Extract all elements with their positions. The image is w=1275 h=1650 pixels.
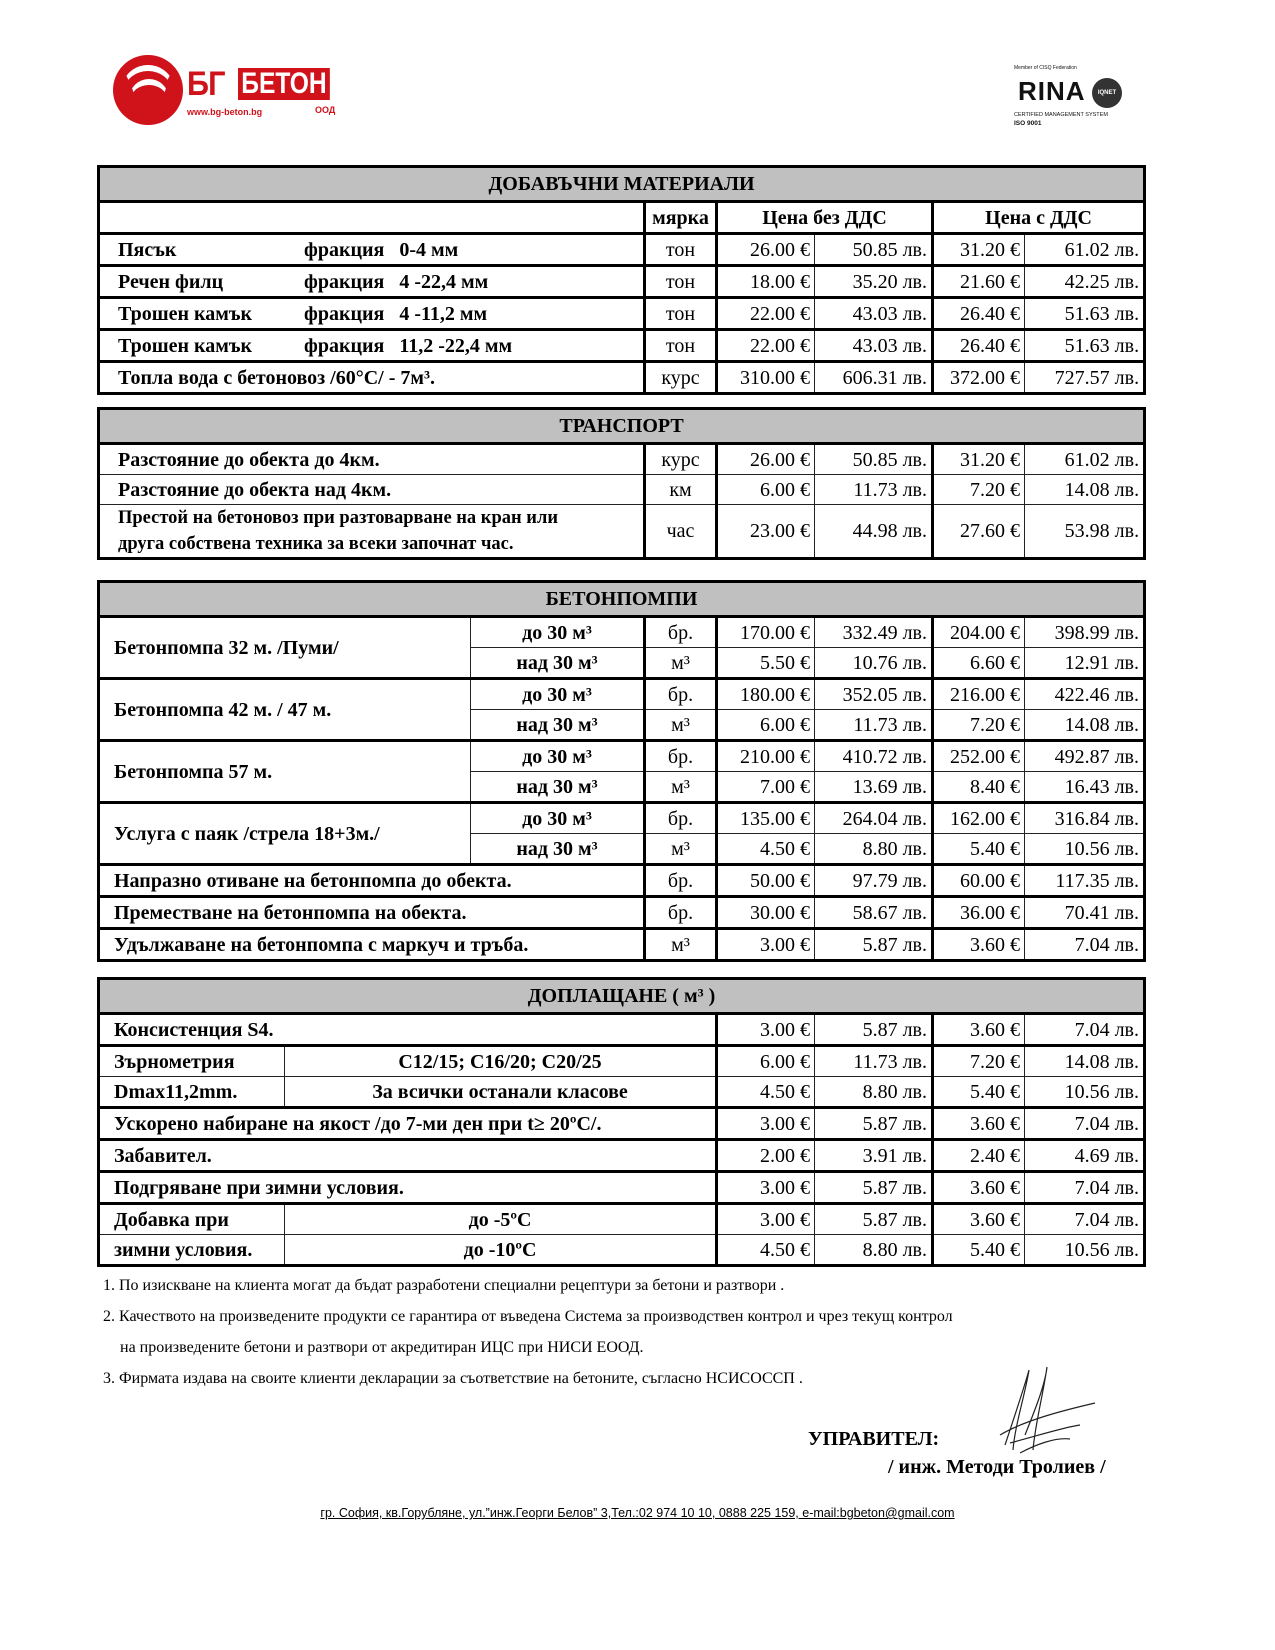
- material-fraction: фракция 11,2 -22,4 мм: [304, 334, 513, 357]
- price-eur: 3.00 €: [717, 1204, 815, 1235]
- item-unit: час: [645, 505, 717, 559]
- price-eur-vat: 5.40 €: [933, 1077, 1025, 1108]
- price-eur-vat: 8.40 €: [933, 772, 1025, 803]
- materials-rows: [99, 234, 1145, 394]
- footer-contact: гр. София, кв.Горубляне, ул.”инж.Георги Белов” 3,Тел.:02 974 10 10, 0888 225 159, e-mail:bgbeton@gmail.com: [320, 1506, 955, 1520]
- pump-name: Услуга с паяк /стрела 18+3м./: [99, 803, 471, 865]
- cert-standard: ISO 9001: [1014, 120, 1042, 127]
- price-eur: 135.00 €: [717, 803, 815, 834]
- item-name: Разстояние до обекта над 4км.: [99, 475, 645, 505]
- item-unit: курс: [645, 444, 717, 475]
- material-fraction: фракция 4 -22,4 мм: [304, 270, 489, 293]
- logo-circle-icon: [113, 55, 183, 125]
- item-unit: тон: [645, 234, 717, 266]
- pumps-table: [97, 580, 1146, 962]
- section-title: БЕТОНПОМПИ: [99, 582, 1145, 617]
- table-row: [99, 1046, 1145, 1077]
- price-eur: 22.00 €: [717, 298, 815, 330]
- price-eur-vat: 36.00 €: [933, 897, 1025, 929]
- section-title: ДОПЛАЩАНЕ ( м³ ): [99, 979, 1145, 1014]
- logo-url: www.bg-beton.bg: [187, 107, 263, 117]
- price-bgn: 43.03 лв.: [815, 330, 933, 362]
- table-row: [99, 897, 1145, 929]
- item-unit: м³: [645, 929, 717, 961]
- material-fraction: фракция 4 -11,2 мм: [304, 302, 488, 325]
- price-eur-vat: 31.20 €: [933, 234, 1025, 266]
- item-name: Преместване на бетонпомпа на обекта.: [99, 897, 645, 929]
- price-eur: 26.00 €: [717, 444, 815, 475]
- table-row: [99, 1108, 1145, 1140]
- note-2-cont: на произведените бетони и разтвори от акредитиран ИЦС при НИСИ ЕООД.: [120, 1339, 644, 1356]
- company-logo: [113, 55, 343, 130]
- table-row: [99, 865, 1145, 897]
- manager-name: / инж. Методи Тролиев /: [888, 1456, 1106, 1478]
- price-eur-vat: 3.60 €: [933, 1204, 1025, 1235]
- item-name: Напразно отиване на бетонпомпа до обекта.: [99, 865, 645, 897]
- table-row: [99, 234, 1145, 266]
- manager-role: УПРАВИТЕЛ:: [808, 1428, 940, 1450]
- section-title: ДОБАВЪЧНИ МАТЕРИАЛИ: [99, 167, 1145, 202]
- material-fraction: фракция 0-4 мм: [304, 238, 459, 261]
- price-bgn-vat: 10.56 лв.: [1025, 834, 1145, 865]
- price-bgn-vat: 53.98 лв.: [1025, 505, 1145, 559]
- pump-volume: до 30 м³: [471, 617, 645, 648]
- price-eur: 3.00 €: [717, 1108, 815, 1140]
- material-name: Топла вода с бетоновоз /60°C/ - 7м³.: [118, 366, 436, 389]
- price-bgn-vat: 7.04 лв.: [1025, 1204, 1145, 1235]
- cert-name: RINA: [1018, 76, 1086, 106]
- price-bgn-vat: 51.63 лв.: [1025, 298, 1145, 330]
- price-bgn-vat: 61.02 лв.: [1025, 234, 1145, 266]
- table-row: [99, 330, 1145, 362]
- price-eur-vat: 204.00 €: [933, 617, 1025, 648]
- temperature-label: до -5ºC: [285, 1204, 717, 1235]
- price-bgn: 50.85 лв.: [815, 444, 933, 475]
- price-bgn: 11.73 лв.: [815, 475, 933, 505]
- price-bgn: 11.73 лв.: [815, 710, 933, 741]
- price-bgn: 264.04 лв.: [815, 803, 933, 834]
- price-bgn: 5.87 лв.: [815, 1014, 933, 1046]
- price-eur: 22.00 €: [717, 330, 815, 362]
- pump-volume: над 30 м³: [471, 834, 645, 865]
- price-bgn: 3.91 лв.: [815, 1140, 933, 1172]
- pump-groups: [99, 617, 1145, 865]
- price-eur-vat: 27.60 €: [933, 505, 1025, 559]
- col-price-no-vat: Цена без ДДС: [717, 202, 933, 234]
- pump-volume: над 30 м³: [471, 710, 645, 741]
- price-eur: 6.00 €: [717, 1046, 815, 1077]
- price-eur: 6.00 €: [717, 710, 815, 741]
- price-eur-vat: 3.60 €: [933, 929, 1025, 961]
- section-title: ТРАНСПОРТ: [99, 409, 1145, 444]
- item-unit: м³: [645, 648, 717, 679]
- item-name: Разстояние до обекта до 4км.: [99, 444, 645, 475]
- price-bgn: 44.98 лв.: [815, 505, 933, 559]
- item-unit: км: [645, 475, 717, 505]
- materials-table: [97, 165, 1146, 395]
- price-eur: 5.50 €: [717, 648, 815, 679]
- item-name: Ускорено набиране на якост /до 7-ми ден при t≥ 20ºC/.: [99, 1108, 717, 1140]
- note-1: 1. По изискване на клиента могат да бъдат разработени специални рецептури за бетони и разтвори .: [103, 1277, 785, 1294]
- table-row: [99, 1172, 1145, 1204]
- price-eur: 30.00 €: [717, 897, 815, 929]
- item-unit: тон: [645, 298, 717, 330]
- material-name: Трошен камък: [118, 302, 253, 325]
- notes: [103, 1270, 1123, 1394]
- price-bgn: 97.79 лв.: [815, 865, 933, 897]
- pump-volume: до 30 м³: [471, 679, 645, 710]
- price-eur-vat: 6.60 €: [933, 648, 1025, 679]
- price-eur-vat: 372.00 €: [933, 362, 1025, 394]
- price-bgn-vat: 727.57 лв.: [1025, 362, 1145, 394]
- price-bgn-vat: 4.69 лв.: [1025, 1140, 1145, 1172]
- price-eur-vat: 31.20 €: [933, 444, 1025, 475]
- price-bgn-vat: 7.04 лв.: [1025, 1172, 1145, 1204]
- price-eur: 50.00 €: [717, 865, 815, 897]
- item-name: Удължаване на бетонпомпа с маркуч и тръба.: [99, 929, 645, 961]
- price-bgn: 50.85 лв.: [815, 234, 933, 266]
- price-bgn: 13.69 лв.: [815, 772, 933, 803]
- group-name-line2: зимни условия.: [99, 1235, 285, 1266]
- price-eur: 7.00 €: [717, 772, 815, 803]
- table-row: [99, 266, 1145, 298]
- price-bgn-vat: 12.91 лв.: [1025, 648, 1145, 679]
- price-bgn: 11.73 лв.: [815, 1046, 933, 1077]
- item-unit: тон: [645, 330, 717, 362]
- material-name: Пясък: [118, 238, 177, 261]
- price-eur-vat: 7.20 €: [933, 475, 1025, 505]
- table-row: [99, 803, 1145, 834]
- price-eur: 18.00 €: [717, 266, 815, 298]
- item-unit: бр.: [645, 741, 717, 772]
- price-eur: 23.00 €: [717, 505, 815, 559]
- price-eur-vat: 21.60 €: [933, 266, 1025, 298]
- price-eur: 6.00 €: [717, 475, 815, 505]
- pump-volume: над 30 м³: [471, 772, 645, 803]
- table-row: [99, 741, 1145, 772]
- pump-volume: до 30 м³: [471, 741, 645, 772]
- price-eur: 4.50 €: [717, 834, 815, 865]
- price-bgn-vat: 51.63 лв.: [1025, 330, 1145, 362]
- price-eur: 4.50 €: [717, 1235, 815, 1266]
- price-eur-vat: 3.60 €: [933, 1172, 1025, 1204]
- price-bgn: 410.72 лв.: [815, 741, 933, 772]
- item-unit: тон: [645, 266, 717, 298]
- item-name-line2: друга собствена техника за всеки започнат час.: [118, 534, 514, 554]
- table-row: [99, 1140, 1145, 1172]
- item-name: [99, 505, 645, 559]
- price-bgn: 606.31 лв.: [815, 362, 933, 394]
- price-bgn: 332.49 лв.: [815, 617, 933, 648]
- group-name-line1: Зърнометрия: [99, 1046, 285, 1077]
- price-bgn: 8.80 лв.: [815, 1235, 933, 1266]
- table-row: [99, 505, 1145, 559]
- item-name: [99, 234, 645, 266]
- table-row: [99, 679, 1145, 710]
- price-bgn: 8.80 лв.: [815, 834, 933, 865]
- table-row: [99, 362, 1145, 394]
- price-bgn-vat: 14.08 лв.: [1025, 1046, 1145, 1077]
- item-name: Забавител.: [99, 1140, 717, 1172]
- item-name: [99, 330, 645, 362]
- group-name-line2: Dmax11,2mm.: [99, 1077, 285, 1108]
- price-bgn-vat: 16.43 лв.: [1025, 772, 1145, 803]
- table-row: [99, 929, 1145, 961]
- price-eur: 26.00 €: [717, 234, 815, 266]
- pump-volume: над 30 м³: [471, 648, 645, 679]
- header-row: [99, 202, 1145, 234]
- item-unit: бр.: [645, 617, 717, 648]
- item-name: Подгряване при зимни условия.: [99, 1172, 717, 1204]
- item-unit: бр.: [645, 865, 717, 897]
- price-bgn: 5.87 лв.: [815, 1204, 933, 1235]
- item-name-line1: Престой на бетоновоз при разтоварване на кран или: [118, 508, 558, 528]
- material-name: Речен филц: [118, 270, 224, 293]
- price-eur-vat: 60.00 €: [933, 865, 1025, 897]
- price-bgn-vat: 14.08 лв.: [1025, 475, 1145, 505]
- price-eur-vat: 252.00 €: [933, 741, 1025, 772]
- col-unit: мярка: [645, 202, 717, 234]
- transport-table: [97, 407, 1146, 560]
- class-label: C12/15; C16/20; C20/25: [285, 1046, 717, 1077]
- price-bgn-vat: 10.56 лв.: [1025, 1077, 1145, 1108]
- price-eur-vat: 3.60 €: [933, 1014, 1025, 1046]
- price-eur: 3.00 €: [717, 1014, 815, 1046]
- price-bgn: 5.87 лв.: [815, 929, 933, 961]
- price-bgn-vat: 422.46 лв.: [1025, 679, 1145, 710]
- temperature-label: до -10ºC: [285, 1235, 717, 1266]
- price-eur-vat: 26.40 €: [933, 298, 1025, 330]
- certification-badge: [1010, 62, 1130, 142]
- material-name: Трошен камък: [118, 334, 253, 357]
- price-bgn: 5.87 лв.: [815, 1108, 933, 1140]
- price-eur-vat: 3.60 €: [933, 1108, 1025, 1140]
- item-unit: м³: [645, 772, 717, 803]
- pump-rows: [99, 865, 1145, 961]
- logo-brand-bg: БГ: [187, 65, 225, 103]
- surcharge-table: [97, 977, 1146, 1267]
- price-bgn-vat: 492.87 лв.: [1025, 741, 1145, 772]
- item-unit: бр.: [645, 679, 717, 710]
- price-eur: 4.50 €: [717, 1077, 815, 1108]
- price-eur: 310.00 €: [717, 362, 815, 394]
- logo-brand-beton: БЕТОН: [238, 68, 330, 100]
- item-name: [99, 362, 645, 394]
- price-eur: 3.00 €: [717, 1172, 815, 1204]
- price-eur: 180.00 €: [717, 679, 815, 710]
- note-2: 2. Качеството на произведените продукти се гарантира от въведена Система за производствен контрол и чрез текущ контрол: [103, 1308, 953, 1325]
- table-row: [99, 1204, 1145, 1235]
- price-bgn-vat: 7.04 лв.: [1025, 1108, 1145, 1140]
- price-bgn-vat: 42.25 лв.: [1025, 266, 1145, 298]
- item-unit: бр.: [645, 803, 717, 834]
- price-eur-vat: 5.40 €: [933, 1235, 1025, 1266]
- group-name-line1: Добавка при: [99, 1204, 285, 1235]
- price-eur: 210.00 €: [717, 741, 815, 772]
- note-3: 3. Фирмата издава на своите клиенти декларации за съответствие на бетоните, съгласно НСИСОССП .: [103, 1370, 803, 1387]
- price-eur-vat: 2.40 €: [933, 1140, 1025, 1172]
- price-bgn: 35.20 лв.: [815, 266, 933, 298]
- table-row: [99, 617, 1145, 648]
- price-bgn: 8.80 лв.: [815, 1077, 933, 1108]
- price-bgn: 43.03 лв.: [815, 298, 933, 330]
- price-bgn-vat: 398.99 лв.: [1025, 617, 1145, 648]
- iqnet-icon: IQNET: [1092, 78, 1122, 108]
- price-eur: 3.00 €: [717, 929, 815, 961]
- price-eur-vat: 7.20 €: [933, 710, 1025, 741]
- price-bgn-vat: 10.56 лв.: [1025, 1235, 1145, 1266]
- price-eur-vat: 162.00 €: [933, 803, 1025, 834]
- pump-name: Бетонпомпа 57 м.: [99, 741, 471, 803]
- price-bgn-vat: 7.04 лв.: [1025, 929, 1145, 961]
- logo-suffix: ООД: [315, 105, 336, 115]
- item-unit: м³: [645, 710, 717, 741]
- col-price-vat: Цена с ДДС: [933, 202, 1145, 234]
- table-row: [99, 1077, 1145, 1108]
- price-bgn-vat: 316.84 лв.: [1025, 803, 1145, 834]
- item-name: [99, 298, 645, 330]
- price-eur-vat: 26.40 €: [933, 330, 1025, 362]
- price-eur: 2.00 €: [717, 1140, 815, 1172]
- price-bgn-vat: 70.41 лв.: [1025, 897, 1145, 929]
- price-bgn-vat: 117.35 лв.: [1025, 865, 1145, 897]
- table-row: [99, 475, 1145, 505]
- price-eur-vat: 216.00 €: [933, 679, 1025, 710]
- price-bgn-vat: 7.04 лв.: [1025, 1014, 1145, 1046]
- class-label: За всички останали класове: [285, 1077, 717, 1108]
- item-unit: м³: [645, 834, 717, 865]
- item-unit: курс: [645, 362, 717, 394]
- cert-text: CERTIFIED MANAGEMENT SYSTEM: [1014, 112, 1108, 118]
- price-bgn: 5.87 лв.: [815, 1172, 933, 1204]
- surcharge-rows: [99, 1108, 1145, 1204]
- price-eur-vat: 5.40 €: [933, 834, 1025, 865]
- price-bgn: 58.67 лв.: [815, 897, 933, 929]
- table-row: [99, 1235, 1145, 1266]
- price-bgn: 352.05 лв.: [815, 679, 933, 710]
- price-bgn: 10.76 лв.: [815, 648, 933, 679]
- pump-name: Бетонпомпа 42 м. / 47 м.: [99, 679, 471, 741]
- price-bgn-vat: 14.08 лв.: [1025, 710, 1145, 741]
- price-eur-vat: 7.20 €: [933, 1046, 1025, 1077]
- table-row: [99, 1014, 1145, 1046]
- pump-name: Бетонпомпа 32 м. /Пуми/: [99, 617, 471, 679]
- item-name: [99, 266, 645, 298]
- cert-member: Member of CISQ Federation: [1014, 65, 1077, 71]
- pump-volume: до 30 м³: [471, 803, 645, 834]
- signature-icon: [985, 1365, 1105, 1455]
- price-bgn-vat: 61.02 лв.: [1025, 444, 1145, 475]
- item-name: Консистенция S4.: [99, 1014, 717, 1046]
- item-unit: бр.: [645, 897, 717, 929]
- price-eur: 170.00 €: [717, 617, 815, 648]
- table-row: [99, 298, 1145, 330]
- table-row: [99, 444, 1145, 475]
